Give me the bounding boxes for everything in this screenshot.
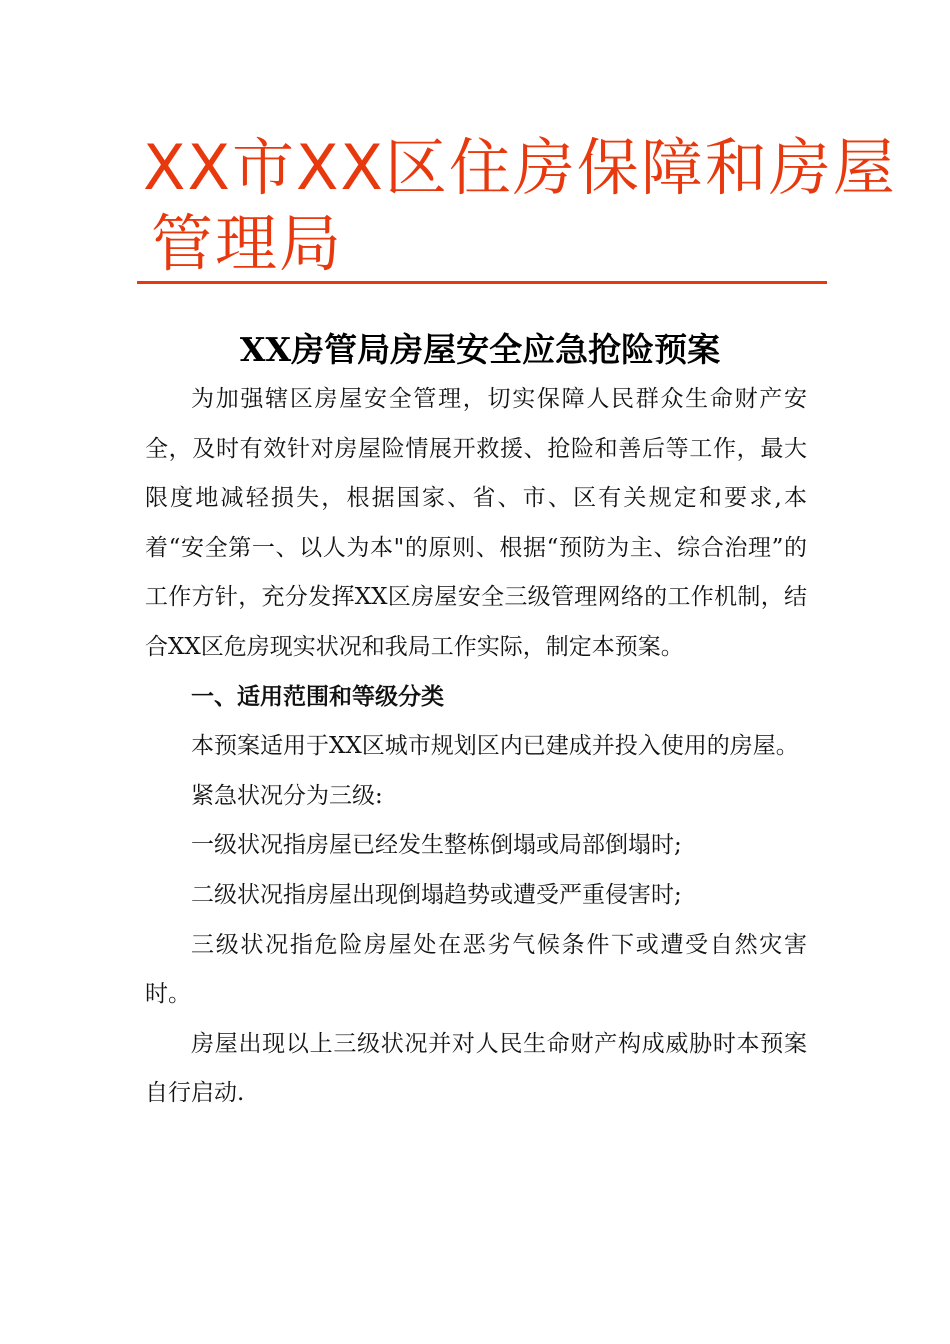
paragraph-levels: 紧急状况分为三级: xyxy=(191,782,383,809)
letterhead-line-2: 管理局 xyxy=(151,207,344,280)
document-title: XX房管局房屋安全应急抢险预案 xyxy=(239,330,721,369)
paragraph-level-2: 二级状况指房屋出现倒塌趋势或遭受严重侵害时; xyxy=(191,881,682,908)
paragraph-level-3: 三级状况指危险房屋处在恶劣气候条件下或遭受自然灾害时。 xyxy=(145,931,807,1008)
paragraph-intro: 为加强辖区房屋安全管理，切实保障人民群众生命财产安全，及时有效针对房屋险情展开救援、抢险和善后等工作，最大限度地减轻损失，根据国家、省、市、区有关规定和要求,本着“安全第一、以人为本"的原则、根据“预防为主、综合治理”的工作方针，充分发挥XX区房屋安全三级管理网络的工作机制，结合XX区危房现实状况和我局工作实际，制定本预案。 xyxy=(145,386,807,660)
document-body xyxy=(145,375,807,1119)
paragraph-level-1: 一级状况指房屋已经发生整栋倒塌或局部倒塌时; xyxy=(191,832,682,859)
section-heading-1: 一、适用范围和等级分类 xyxy=(191,683,444,710)
paragraph-activation: 房屋出现以上三级状况并对人民生命财产构成威胁时本预案自行启动. xyxy=(145,1030,807,1107)
letterhead-line-1: XX市XX区住房保障和房屋 xyxy=(143,131,897,204)
letterhead-divider xyxy=(137,281,827,284)
letterhead-title xyxy=(143,130,897,282)
paragraph-scope: 本预案适用于XX区城市规划区内已建成并投入使用的房屋。 xyxy=(191,733,799,760)
